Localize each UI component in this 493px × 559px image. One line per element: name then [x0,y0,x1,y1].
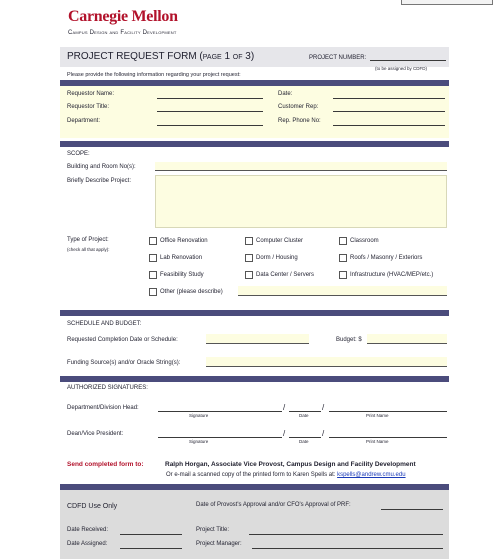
budget-label: Budget: $ [336,337,362,343]
requestor-section [60,86,449,138]
other-checkbox[interactable] [149,288,157,296]
dept-head-date-line[interactable] [289,411,321,412]
form-title: PROJECT REQUEST FORM (page 1 of 3) [67,51,255,62]
print-name-caption: Print Name [366,439,389,444]
date-assigned-label: Date Assigned: [67,541,108,547]
approval-date-label: Date of Provost's Approval and/or CFO's Approval of PRF: [196,502,351,508]
section-divider [60,376,449,382]
building-field[interactable] [155,162,447,171]
date-received-label: Date Received: [67,527,109,533]
print-name-caption: Print Name [366,413,389,418]
university-logo: Carnegie Mellon [68,8,178,25]
project-number-field[interactable] [370,60,446,61]
describe-label: Briefly Describe Project: [67,178,132,184]
roofs-masonry-label: Roofs / Masonry / Exteriors [350,255,423,261]
dorm-housing-checkbox[interactable] [245,254,253,262]
project-number-label: PROJECT NUMBER: [309,55,367,61]
date-received-field[interactable] [120,534,182,535]
office-renovation-checkbox[interactable] [149,237,157,245]
data-center-checkbox[interactable] [245,271,253,279]
email-note [166,472,406,478]
other-label: Other (please describe) [160,289,223,295]
date-assigned-field[interactable] [120,548,182,549]
dept-head-label: Department/Division Head: [67,405,139,411]
slash-separator: / [322,403,325,412]
slash-separator: / [322,429,325,438]
schedule-heading: SCHEDULE AND BUDGET: [67,321,142,327]
infrastructure-label: Infrastructure (HVAC/MEP/etc.) [350,272,434,278]
project-type-label: Type of Project: [67,237,109,243]
feasibility-study-checkbox[interactable] [149,271,157,279]
department-label: Department: [67,118,101,124]
dean-print-line[interactable] [329,437,447,438]
describe-field[interactable] [155,175,447,228]
project-manager-label: Project Manager: [196,541,242,547]
date-label: Date: [278,91,293,97]
classroom-label: Classroom [350,238,379,244]
dept-head-print-line[interactable] [329,411,447,412]
project-title-label: Project Title: [196,527,230,533]
scope-heading: SCOPE: [67,151,90,157]
data-center-label: Data Center / Servers [256,272,315,278]
send-recipient: Ralph Horgan, Associate Vice Provost, Campus Design and Facility Development [165,461,416,468]
instruction-text: Please provide the following information regarding your project request: [67,72,241,78]
feasibility-study-label: Feasibility Study [160,272,204,278]
lab-renovation-label: Lab Renovation [160,255,203,261]
rep-phone-field[interactable] [333,125,445,126]
dean-label: Dean/Vice President: [67,431,124,437]
approval-date-field[interactable] [381,509,443,510]
project-title-field[interactable] [249,534,443,535]
cdfd-use-only-label: CDFD Use Only [67,503,118,510]
date-field[interactable] [333,98,445,99]
computer-cluster-label: Computer Cluster [256,238,304,244]
requestor-title-label: Requestor Title: [67,104,110,110]
date-caption: Date [299,413,309,418]
requestor-name-label: Requestor Name: [67,91,115,97]
requestor-title-field[interactable] [157,111,263,112]
office-renovation-label: Office Renovation [160,238,208,244]
funding-field[interactable] [206,357,447,367]
budget-field[interactable] [367,334,447,344]
email-link[interactable]: kspells@andrew.cmu.edu [337,472,406,478]
dorm-housing-label: Dorm / Housing [256,255,298,261]
roofs-masonry-checkbox[interactable] [339,254,347,262]
requestor-name-field[interactable] [157,98,263,99]
department-field[interactable] [157,125,263,126]
section-divider [60,310,449,316]
project-type-note: (check all that apply): [67,247,110,252]
customer-rep-label: Customer Rep: [278,104,319,110]
infrastructure-checkbox[interactable] [339,271,347,279]
department-name: Campus Design and Facility Development [68,30,177,36]
other-describe-field[interactable] [238,286,447,296]
lab-renovation-checkbox[interactable] [149,254,157,262]
date-caption: Date [299,439,309,444]
customer-rep-field[interactable] [333,111,445,112]
completion-field[interactable] [206,334,309,344]
classroom-checkbox[interactable] [339,237,347,245]
rep-phone-label: Rep. Phone No: [278,118,321,124]
signature-caption: Signature [189,413,209,418]
page-corner-tab [401,0,493,5]
slash-separator: / [283,429,286,438]
completion-label: Requested Completion Date or Schedule: [67,337,178,343]
building-label: Building and Room No(s): [67,164,136,170]
signatures-heading: AUTHORIZED SIGNATURES: [67,385,148,391]
project-manager-field[interactable] [252,548,443,549]
computer-cluster-checkbox[interactable] [245,237,253,245]
dean-date-line[interactable] [289,437,321,438]
dept-head-signature-line[interactable] [158,411,282,412]
slash-separator: / [283,403,286,412]
email-note-text: Or e-mail a scanned copy of the printed form to Karen Spells at: [166,472,336,478]
signature-caption: Signature [189,439,209,444]
send-label: Send completed form to: [67,461,144,468]
funding-label: Funding Source(s) and/or Oracle String(s): [67,360,181,366]
section-divider [60,141,449,147]
assigned-note: (to be assigned by CDFD) [375,66,428,71]
dean-signature-line[interactable] [158,437,282,438]
